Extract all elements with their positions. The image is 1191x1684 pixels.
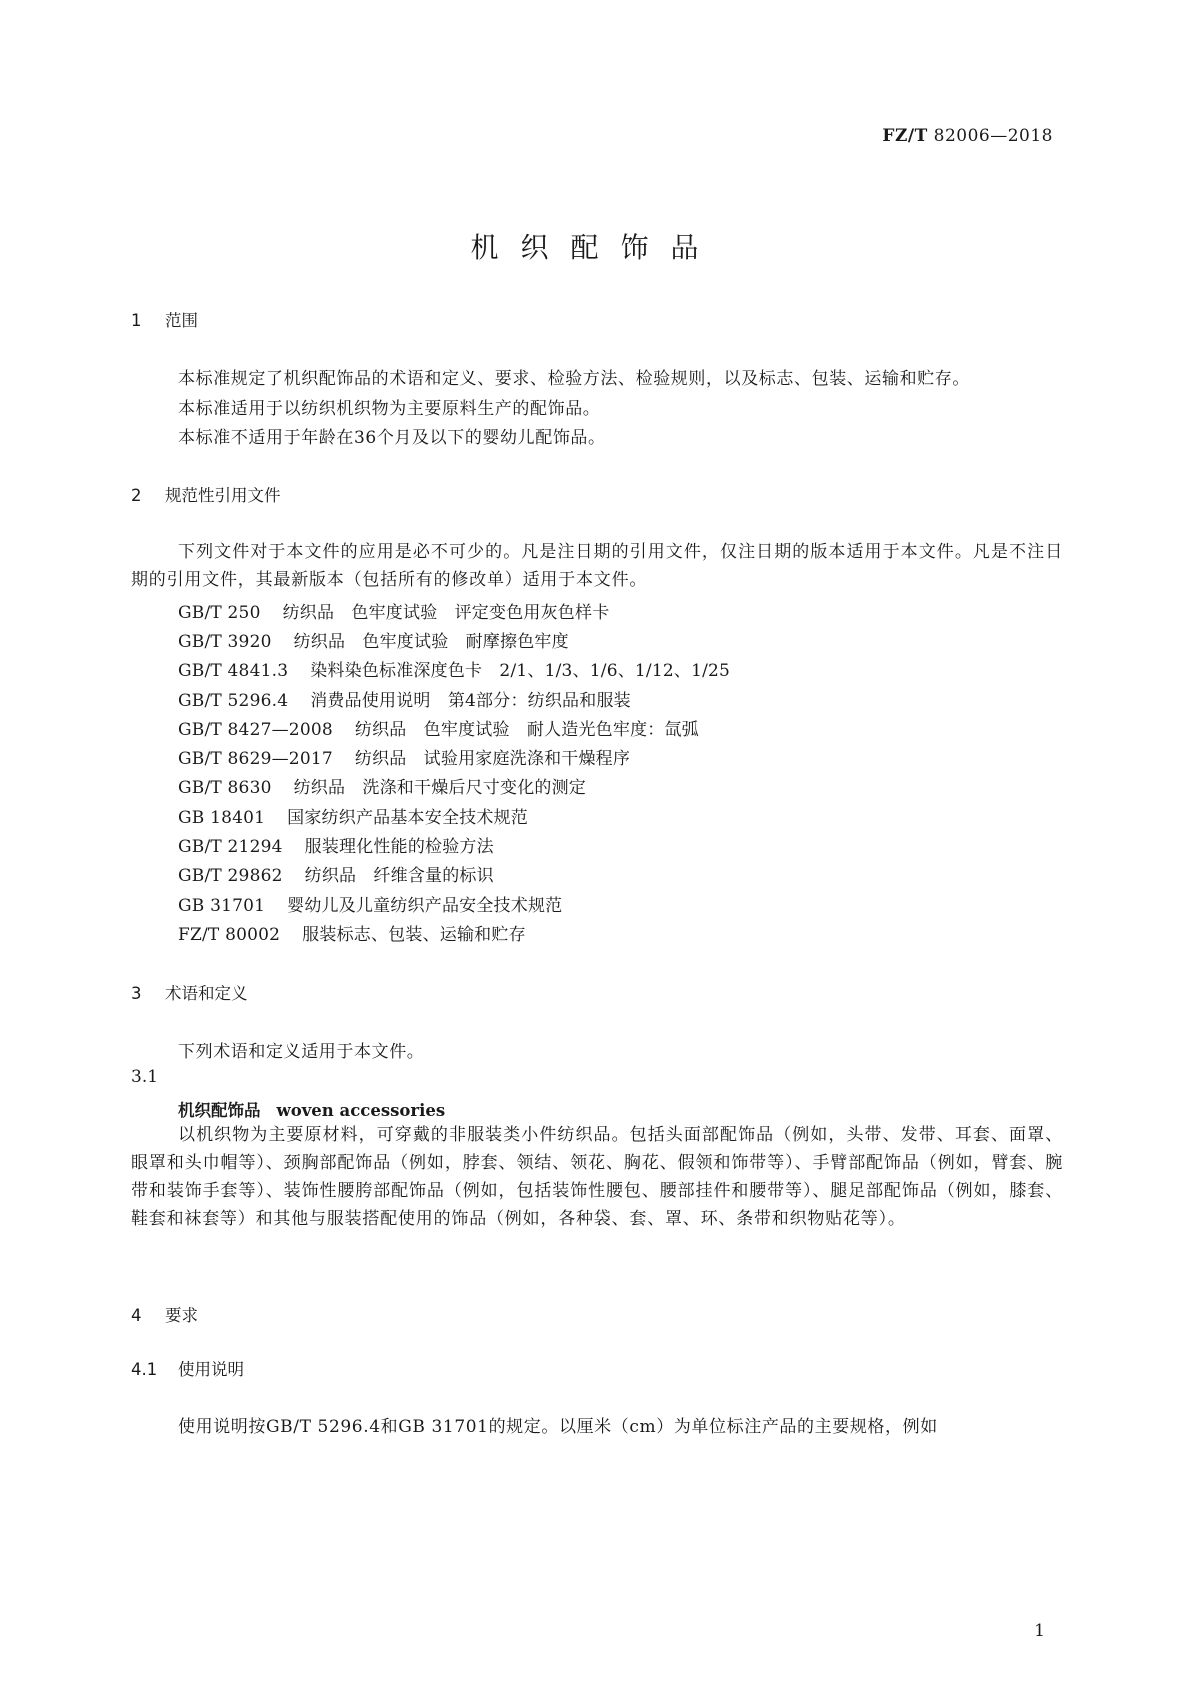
section-title: 范围 (165, 311, 198, 330)
paragraph: 下列文件对于本文件的应用是必不可少的。凡是注日期的引用文件，仅注日期的版本适用于本文件。凡是不注日期的引用文件，其最新版本（包括所有的修改单）适用于本文件。 (131, 542, 1063, 590)
subsection-number: 4.1 (131, 1360, 158, 1379)
term-name (178, 1097, 445, 1121)
reference-code: FZ/T 80002 (178, 925, 281, 945)
reference-title: 纺织品 色牢度试验 评定变色用灰色样卡 (282, 603, 610, 623)
reference-item (178, 598, 609, 623)
reference-title: 服装标志、包装、运输和贮存 (302, 925, 526, 945)
reference-code: GB 31701 (178, 896, 266, 916)
reference-item (178, 891, 562, 916)
document-title: 机织配饰品 (470, 231, 721, 264)
reference-code: GB/T 4841.3 (178, 661, 289, 681)
paragraph: 本标准适用于以纺织机织物为主要原料生产的配饰品。 (178, 399, 601, 419)
paragraph: 本标准规定了机织配饰品的术语和定义、要求、检验方法、检验规则，以及标志、包装、运输和贮存。 (178, 369, 970, 389)
reference-item (178, 803, 528, 828)
reference-title: 服装理化性能的检验方法 (304, 837, 494, 857)
reference-code: GB 18401 (178, 808, 266, 828)
subsection-title: 使用说明 (178, 1360, 244, 1379)
reference-title: 纺织品 色牢度试验 耐摩擦色牢度 (293, 632, 569, 652)
section-title: 规范性引用文件 (165, 486, 281, 505)
reference-title: 婴幼儿及儿童纺织产品安全技术规范 (287, 896, 563, 916)
reference-item (178, 832, 494, 857)
reference-item (178, 861, 494, 886)
code-number: 82006—2018 (933, 126, 1053, 146)
section-heading (131, 307, 198, 331)
reference-code: GB/T 8629—2017 (178, 749, 333, 769)
reference-title: 纺织品 色牢度试验 耐人造光色牢度：氙弧 (354, 720, 699, 740)
reference-item (178, 656, 730, 681)
section-title: 术语和定义 (165, 984, 248, 1003)
term-name-cn: 机织配饰品 (178, 1101, 261, 1120)
reference-title: 纺织品 洗涤和干燥后尺寸变化的测定 (293, 778, 587, 798)
code-prefix: FZ/T (882, 126, 928, 146)
subsection-heading (131, 1356, 244, 1380)
term-number: 3.1 (131, 1067, 159, 1087)
reference-code: GB/T 8630 (178, 778, 272, 798)
paragraph: 使用说明按GB/T 5296.4和GB 31701的规定。以厘米（cm）为单位标注产品的主要规格，例如 (178, 1417, 938, 1437)
reference-code: GB/T 8427—2008 (178, 720, 333, 740)
section-number: 4 (131, 1306, 142, 1325)
reference-code: GB/T 5296.4 (178, 691, 289, 711)
reference-title: 消费品使用说明 第4部分：纺织品和服装 (310, 691, 631, 711)
section-number: 2 (131, 486, 142, 505)
reference-item (178, 686, 631, 711)
section-number: 3 (131, 984, 142, 1003)
reference-title: 国家纺织产品基本安全技术规范 (287, 808, 528, 828)
section-title: 要求 (165, 1306, 198, 1325)
section-heading (131, 482, 281, 506)
reference-item (178, 715, 699, 740)
reference-code: GB/T 21294 (178, 837, 283, 857)
term-name-en: woven accessories (276, 1101, 446, 1120)
reference-code: GB/T 3920 (178, 632, 272, 652)
paragraph: 下列术语和定义适用于本文件。 (178, 1042, 425, 1062)
section-heading (131, 1302, 198, 1326)
reference-item (178, 744, 630, 769)
reference-title: 纺织品 纤维含量的标识 (304, 866, 494, 886)
section-heading (131, 980, 248, 1004)
term-definition: 以机织物为主要原材料，可穿戴的非服装类小件纺织品。包括头面部配饰品（例如，头带、发带、耳套、面罩、眼罩和头巾帽等）、颈胸部配饰品（例如，脖套、领结、领花、胸花、假领和饰带等）、手臂部配饰品（例如，臂套、腕带和装饰手套等）、装饰性腰胯部配饰品（例如，包括装饰性腰包、腰部挂件和腰带等）、腿足部配饰品（例如，膝套、鞋套和袜套等）和其他与服装搭配使用的饰品（例如，各种袋、套、罩、环、条带和织物贴花等）。 (131, 1125, 1063, 1229)
standard-code (882, 126, 1053, 146)
reference-item (178, 920, 526, 945)
reference-code: GB/T 29862 (178, 866, 283, 886)
page-number: 1 (1034, 1621, 1045, 1641)
section-number: 1 (131, 311, 142, 330)
paragraph: 本标准不适用于年龄在36个月及以下的婴幼儿配饰品。 (178, 428, 606, 448)
reference-title: 染料染色标准深度色卡 2/1、1/3、1/6、1/12、1/25 (310, 661, 731, 681)
reference-title: 纺织品 试验用家庭洗涤和干燥程序 (354, 749, 631, 769)
reference-item (178, 773, 586, 798)
reference-item (178, 627, 569, 652)
reference-code: GB/T 250 (178, 603, 261, 623)
